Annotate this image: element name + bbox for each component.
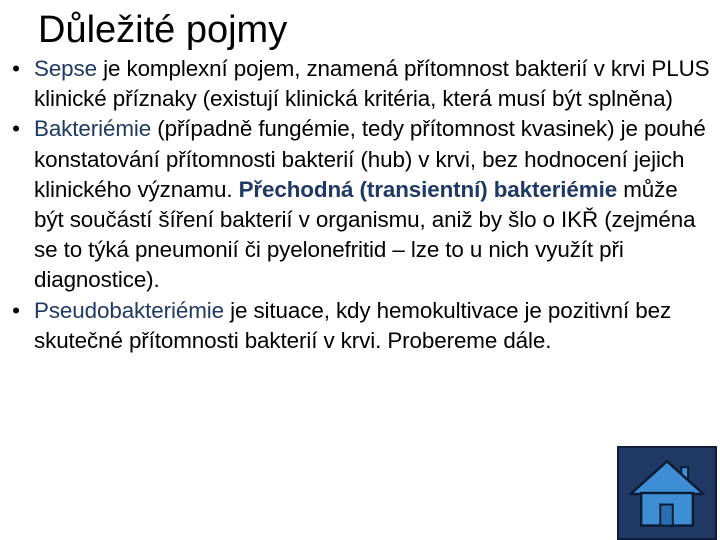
term-prechodna-bakteriemie: Přechodná (transientní) bakteriémie [238, 176, 618, 202]
term-bakteriemie: Bakteriémie [34, 116, 152, 142]
bullet-text: je komplexní pojem, znamená přítomnost bakterií v krvi PLUS klinické příznaky (existují klinická kritéria, která musí být splněna) [34, 56, 710, 112]
bullet-marker: • [12, 297, 20, 323]
page-title: Důležité pojmy [38, 9, 288, 51]
bullet-marker: • [12, 116, 20, 142]
bullet-list [0, 54, 720, 356]
bullet-text: (případně fungémie, tedy přítomnost kvasinek) je pouhé konstatování přítomnosti bakterií (hub) v krvi, bez hodnocení jejich klinického významu. [34, 116, 706, 202]
bullet-item-bakteriemie [0, 114, 720, 295]
home-icon [619, 448, 715, 538]
home-button[interactable] [617, 446, 717, 540]
bullet-text: může být součástí šíření bakterií v organismu, aniž by šlo o IKŘ (zejména se to týká pneumonií či pyelonefritid – lze to u nich využít při diagnostice). [34, 176, 696, 293]
bullet-item-pseudobakteriemie [0, 296, 720, 356]
bullet-text: je situace, kdy hemokultivace je pozitivní bez skutečné přítomnosti bakterií v krvi. Probereme dále. [34, 297, 672, 353]
term-pseudobakteriemie: Pseudobakteriémie [34, 297, 224, 323]
bullet-marker: • [12, 56, 20, 81]
term-sepse: Sepse [34, 56, 97, 81]
bullet-item-sepse [0, 54, 720, 114]
